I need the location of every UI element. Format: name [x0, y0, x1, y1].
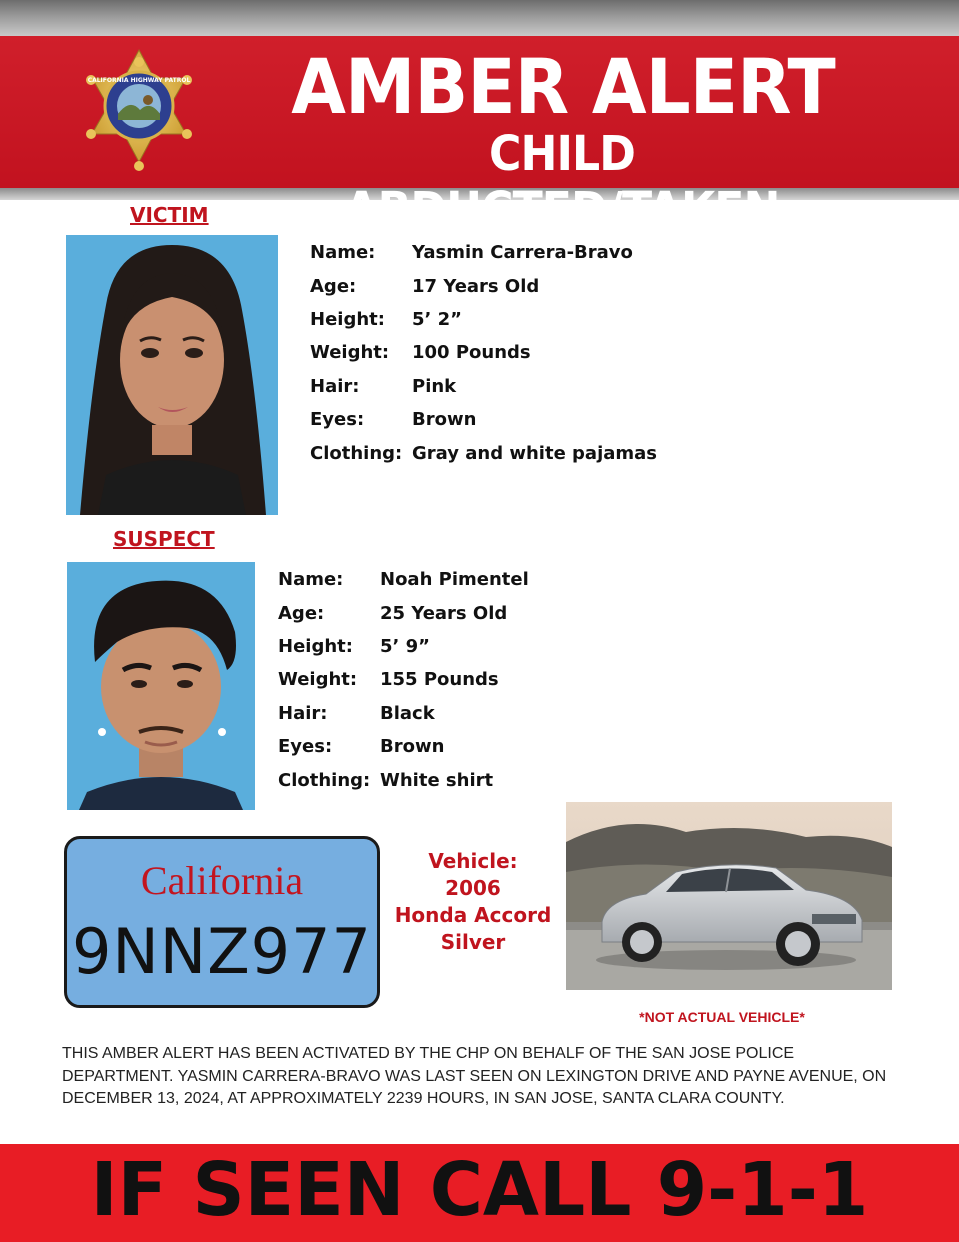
vehicle-info: [386, 848, 560, 956]
victim-row-height: [310, 303, 657, 336]
top-strip: [0, 0, 959, 36]
field-label: Eyes:: [278, 736, 333, 758]
victim-photo: [66, 235, 278, 515]
chp-badge-icon: [70, 48, 208, 180]
call-to-action: IF SEEN CALL 9-1-1: [90, 1147, 869, 1233]
license-plate: [64, 836, 380, 1008]
field-value: Yasmin Carrera-Bravo: [412, 242, 633, 264]
field-value: Noah Pimentel: [380, 569, 529, 591]
field-label: Height:: [310, 308, 385, 330]
field-label: Clothing:: [278, 769, 371, 791]
plate-number: 9NNZ977: [71, 915, 373, 988]
field-label: Weight:: [310, 342, 390, 364]
field-label: Name:: [278, 569, 344, 591]
suspect-row-hair: [278, 697, 529, 730]
victim-details: [310, 236, 657, 470]
vehicle-year: 2006: [445, 876, 501, 900]
field-value: 100 Pounds: [412, 342, 531, 364]
victim-row-clothing: [310, 436, 657, 469]
field-label: Eyes:: [310, 409, 365, 431]
suspect-row-clothing: [278, 763, 529, 796]
victim-row-age: [310, 269, 657, 302]
vehicle-disclaimer: *NOT ACTUAL VEHICLE*: [639, 1009, 805, 1025]
field-label: Hair:: [310, 375, 360, 397]
field-value: Black: [380, 702, 435, 724]
field-value: 5’ 9”: [380, 635, 430, 657]
suspect-row-weight: [278, 663, 529, 696]
alert-narrative: THIS AMBER ALERT HAS BEEN ACTIVATED BY THE CHP ON BEHALF OF THE SAN JOSE POLICE DEPARTMENT. YASMIN CARRERA-BRAVO WAS LAST SEEN ON LEXINGTON DRIVE AND PAYNE AVENUE, ON DECEMBER 13, 2024, AT APPROXIMATELY 2239 HOURS, IN SAN JOSE, SANTA CLARA COUNTY.: [62, 1045, 887, 1107]
field-value: Brown: [380, 736, 445, 758]
badge-text: CALIFORNIA HIGHWAY PATROL: [87, 77, 191, 84]
suspect-photo: [67, 562, 255, 810]
victim-heading: VICTIM: [130, 203, 209, 227]
vehicle-color: Silver: [440, 930, 506, 954]
suspect-heading: SUSPECT: [113, 527, 215, 551]
field-label: Weight:: [278, 669, 358, 691]
field-value: Brown: [412, 409, 477, 431]
field-value: 155 Pounds: [380, 669, 499, 691]
victim-row-eyes: [310, 403, 657, 436]
field-label: Hair:: [278, 702, 328, 724]
plate-state: California: [140, 858, 304, 903]
field-label: Clothing:: [310, 442, 403, 464]
field-value: Gray and white pajamas: [412, 442, 658, 464]
suspect-row-eyes: [278, 730, 529, 763]
suspect-details: [278, 563, 529, 797]
vehicle-model: Honda Accord: [394, 903, 552, 927]
vehicle-label: Vehicle:: [428, 849, 518, 873]
suspect-row-name: [278, 563, 529, 596]
suspect-row-age: [278, 596, 529, 629]
field-label: Age:: [278, 602, 325, 624]
alert-title: AMBER ALERT: [291, 42, 835, 131]
field-value: 25 Years Old: [380, 602, 508, 624]
field-value: 17 Years Old: [412, 275, 540, 297]
suspect-row-height: [278, 630, 529, 663]
field-label: Name:: [310, 242, 376, 264]
vehicle-photo: [566, 802, 892, 990]
victim-row-hair: [310, 370, 657, 403]
field-label: Height:: [278, 635, 353, 657]
field-label: Age:: [310, 275, 357, 297]
victim-row-weight: [310, 336, 657, 369]
field-value: White shirt: [380, 769, 494, 791]
field-value: Pink: [412, 375, 457, 397]
field-value: 5’ 2”: [412, 308, 462, 330]
victim-row-name: [310, 236, 657, 269]
alert-subtitle: CHILD ABDUCTED/TAKEN: [344, 126, 780, 238]
